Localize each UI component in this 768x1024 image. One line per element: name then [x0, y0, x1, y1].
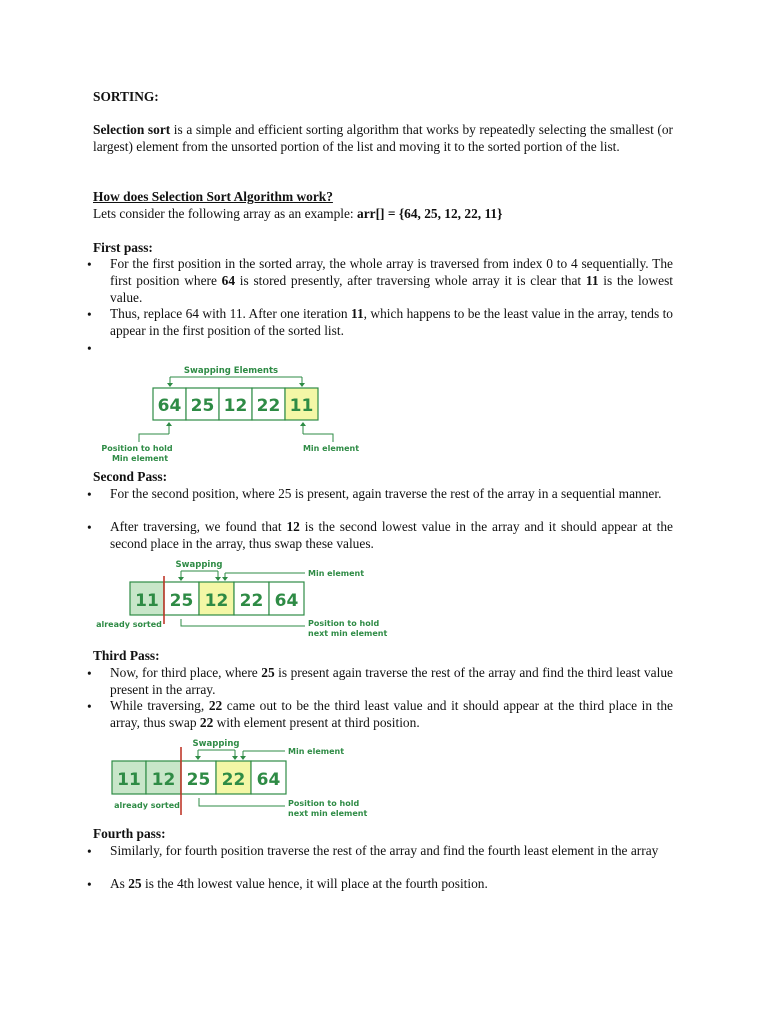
sorted-label: already sorted: [96, 620, 162, 629]
array-value: 64: [274, 591, 299, 611]
bullet-icon: •: [87, 877, 92, 892]
bullet-icon: •: [87, 257, 92, 272]
array-value: 11: [117, 770, 141, 790]
array-value: 25: [190, 396, 215, 416]
swap-label: Swapping: [175, 560, 223, 570]
hold-label: next min element: [288, 809, 368, 818]
bullet-icon: •: [87, 487, 92, 502]
arrow-down-icon: [232, 756, 238, 760]
example-line: Lets consider the following array as an example: arr[] = {64, 25, 12, 22, 11}: [93, 206, 503, 221]
arrow-down-icon: [167, 383, 173, 387]
arrow-down-icon: [299, 383, 305, 387]
second-pass-bullet-1: For the second position, where 25 is present, again traverse the rest of the array in a sequential manner.: [110, 486, 662, 501]
third-pass-bullet-1: Now, for third place, where 25 is present again traverse the rest of the array and find the third least value present in the array.: [110, 665, 673, 697]
bullet-icon: •: [87, 520, 92, 535]
array-value: 64: [256, 770, 281, 790]
first-pass-bullet-1: For the first position in the sorted array, the whole array is traversed from index 0 to 4 sequentially. The first position where 64 is stored presently, after traversing whole array it is clear that 11 is the lowest value.: [110, 256, 673, 305]
pointer-line: [139, 434, 169, 442]
sorted-label: already sorted: [114, 801, 180, 810]
min-label: Min element: [302, 444, 360, 453]
hold-label: Position to hold: [308, 619, 380, 628]
array-value: 64: [157, 396, 182, 416]
hold-label: next min element: [308, 629, 388, 638]
bullet-icon: •: [87, 307, 92, 322]
array-value: 11: [289, 396, 314, 416]
hold-pointer-line: [199, 798, 285, 806]
hold-label: Position to hold: [101, 444, 173, 453]
fourth-pass-bullet-2: As 25 is the 4th lowest value hence, it will place at the fourth position.: [110, 876, 488, 891]
first-pass-title: First pass:: [93, 240, 153, 255]
swap-label: Swapping Elements: [183, 366, 279, 376]
second-pass-bullet-2: After traversing, we found that 12 is the second lowest value in the array and it should appear at the second place in the array, thus swap these values.: [110, 519, 673, 551]
third-pass-diagram: [95, 735, 395, 821]
array-value: 25: [169, 591, 194, 611]
arrow-down-icon: [222, 577, 228, 581]
arrow-up-icon: [166, 422, 172, 426]
fourth-pass-title: Fourth pass:: [93, 826, 166, 841]
first-pass-diagram: [100, 362, 360, 464]
bullet-icon: •: [87, 844, 92, 859]
hold-label: Min element: [111, 454, 169, 463]
bullet-icon: •: [87, 341, 92, 356]
bullet-icon: •: [87, 699, 92, 714]
array-value: 12: [151, 770, 176, 790]
intro-paragraph: Selection sort is a simple and efficient sorting algorithm that works by repeatedly selecting the smallest (or largest) element from the unsorted portion of the list and moving it to the sorted portion of the list.: [93, 122, 673, 154]
arrow-up-icon: [300, 422, 306, 426]
second-pass-title: Second Pass:: [93, 469, 168, 484]
array-value: 25: [186, 770, 211, 790]
first-pass-bullet-2: Thus, replace 64 with 11. After one iteration 11, which happens to be the least value in the array, tends to appear in the first position of the sorted list.: [110, 306, 673, 338]
arrow-down-icon: [240, 756, 246, 760]
how-it-works-title: How does Selection Sort Algorithm work?: [93, 189, 333, 204]
third-pass-title: Third Pass:: [93, 648, 160, 663]
hold-label: Position to hold: [288, 799, 360, 808]
min-label: Min element: [308, 569, 365, 578]
array-value: 22: [239, 591, 264, 611]
pointer-line: [303, 434, 333, 442]
bullet-icon: •: [87, 666, 92, 681]
arrow-down-icon: [178, 577, 184, 581]
min-label: Min element: [288, 747, 345, 756]
page-heading: SORTING:: [93, 89, 159, 104]
hold-pointer-line: [181, 619, 305, 626]
array-value: 11: [135, 591, 159, 611]
array-value: 12: [204, 591, 229, 611]
arrow-down-icon: [215, 577, 221, 581]
fourth-pass-bullet-1: Similarly, for fourth position traverse the rest of the array and find the fourth least element in the array: [110, 843, 659, 858]
array-value: 22: [221, 770, 246, 790]
array-value: 22: [256, 396, 281, 416]
second-pass-diagram: [95, 556, 395, 642]
third-pass-bullet-2: While traversing, 22 came out to be the third least value and it should appear at the third place in the array, thus swap 22 with element present at third position.: [110, 698, 674, 730]
swap-label: Swapping: [192, 739, 240, 749]
arrow-down-icon: [195, 756, 201, 760]
array-value: 12: [223, 396, 248, 416]
